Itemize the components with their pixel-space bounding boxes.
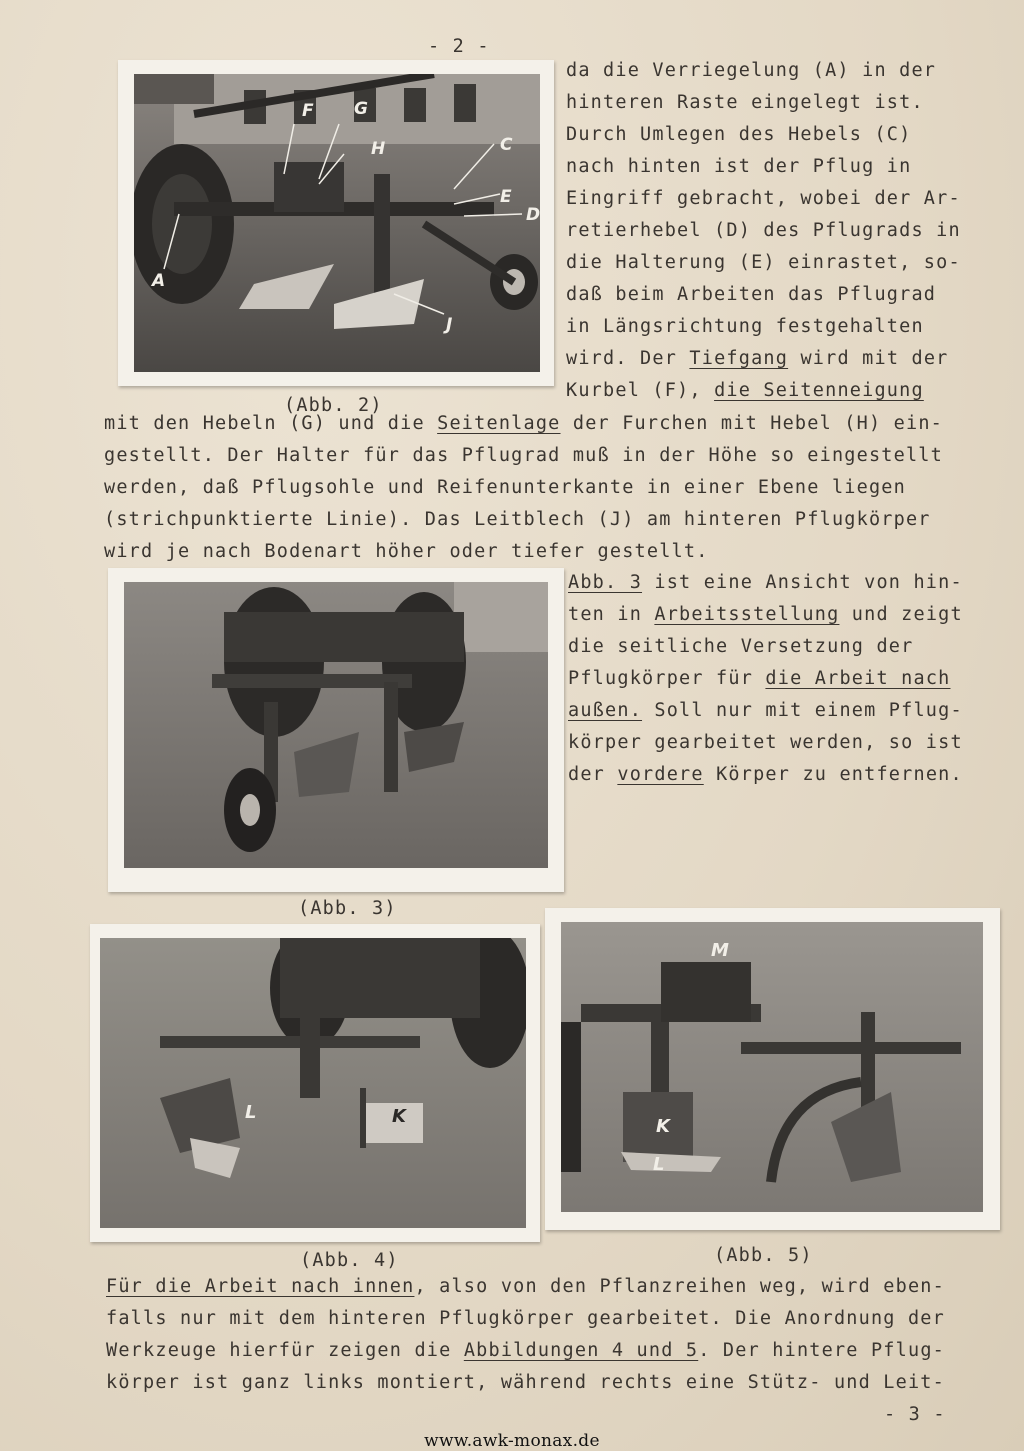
text-line <box>106 1278 945 1297</box>
text-line: Eingriff gebracht, wobei der Ar- <box>566 188 961 209</box>
label-F: F <box>302 101 314 121</box>
text-line <box>566 382 924 401</box>
text-line: werden, daß Pflugsohle und Reifenunterkante in einer Ebene liegen <box>104 477 906 498</box>
text-line: da die Verriegelung (A) in der <box>566 60 937 81</box>
label-H: H <box>371 139 386 159</box>
text-line <box>106 1342 945 1361</box>
label-G: G <box>354 99 368 119</box>
plough-photo-5 <box>561 922 983 1212</box>
website-watermark: www.awk-monax.de <box>424 1431 600 1451</box>
text-line <box>568 766 963 785</box>
text-span: Körper zu entfernen. <box>703 764 963 785</box>
label-E: E <box>500 187 512 207</box>
label-D: D <box>526 205 540 225</box>
text-span: Soll nur mit einem Pflug- <box>642 700 963 721</box>
text-line <box>568 702 963 721</box>
plough-photo-4 <box>100 938 526 1228</box>
plough-photo-2 <box>134 74 540 372</box>
text-span: der <box>568 764 618 785</box>
plough-photo-3 <box>124 582 548 868</box>
photo-abb-2 <box>118 60 554 386</box>
text-span: , also von den Pflanzreihen weg, wird eben- <box>414 1276 945 1297</box>
underlined-term: Für die Arbeit nach innen <box>106 1276 415 1297</box>
text-line: daß beim Arbeiten das Pflugrad <box>566 284 937 305</box>
photo-abb-4 <box>90 924 540 1242</box>
underlined-term: Abbildungen 4 und 5 <box>463 1340 699 1361</box>
underlined-term: die Seitenneigung <box>714 380 924 401</box>
photo-abb-3 <box>108 568 564 892</box>
text-line: gestellt. Der Halter für das Pflugrad muß in der Höhe so eingestellt <box>104 445 943 466</box>
text-span: Werkzeuge hierfür zeigen die <box>106 1340 464 1361</box>
label-L: L <box>245 1102 257 1123</box>
label-K: K <box>656 1116 670 1137</box>
text-line <box>104 415 943 434</box>
underlined-term: Seitenlage <box>437 413 561 434</box>
text-line: Durch Umlegen des Hebels (C) <box>566 124 912 145</box>
text-span: und zeigt <box>839 604 963 625</box>
text-line <box>568 606 963 625</box>
label-M: M <box>711 940 729 961</box>
caption-abb-2: (Abb. 2) <box>284 395 383 416</box>
text-line <box>566 350 949 369</box>
text-line: körper gearbeitet werden, so ist <box>568 732 963 753</box>
text-line <box>568 670 951 689</box>
underlined-term: Arbeitsstellung <box>654 604 840 625</box>
text-line: nach hinten ist der Pflug in <box>566 156 912 177</box>
text-line: wird je nach Bodenart höher oder tiefer gestellt. <box>104 541 709 562</box>
underlined-term: Abb. 3 <box>568 572 643 593</box>
text-line: retierhebel (D) des Pflugrads in <box>566 220 961 241</box>
text-span: wird mit der <box>788 348 949 369</box>
text-span: . Der hintere Pflug- <box>698 1340 945 1361</box>
photo-abb-5 <box>545 908 1000 1230</box>
text-line: die seitliche Versetzung der <box>568 636 914 657</box>
text-line <box>568 574 963 593</box>
caption-abb-3: (Abb. 3) <box>298 898 397 919</box>
underlined-term: Tiefgang <box>689 348 789 369</box>
page-number-top: - 2 - <box>428 36 490 57</box>
text-line: die Halterung (E) einrastet, so- <box>566 252 961 273</box>
text-span: mit den Hebeln (G) und die <box>104 413 438 434</box>
text-span: wird. Der <box>566 348 690 369</box>
text-line: in Längsrichtung festgehalten <box>566 316 924 337</box>
text-line: hinteren Raste eingelegt ist. <box>566 92 924 113</box>
text-span: ten in <box>568 604 655 625</box>
underlined-term: vordere <box>617 764 704 785</box>
text-line: (strichpunktierte Linie). Das Leitblech (J) am hinteren Pflugkörper <box>104 509 931 530</box>
text-span: Pflugkörper für <box>568 668 766 689</box>
label-A: A <box>152 271 166 291</box>
label-K: K <box>392 1106 406 1127</box>
label-L: L <box>653 1154 665 1175</box>
caption-abb-4: (Abb. 4) <box>300 1250 399 1271</box>
text-span: ist eine Ansicht von hin- <box>642 572 963 593</box>
underlined-term: außen. <box>568 700 643 721</box>
label-J: J <box>446 315 453 335</box>
text-span: der Furchen mit Hebel (H) ein- <box>560 413 943 434</box>
underlined-term: die Arbeit nach <box>765 668 951 689</box>
caption-abb-5: (Abb. 5) <box>714 1245 813 1266</box>
page-number-bottom: - 3 - <box>884 1404 946 1425</box>
text-line: körper ist ganz links montiert, während rechts eine Stütz- und Leit- <box>106 1372 945 1393</box>
label-C: C <box>500 135 513 155</box>
text-line: falls nur mit dem hinteren Pflugkörper gearbeitet. Die Anordnung der <box>106 1308 945 1329</box>
text-span: Kurbel (F), <box>566 380 715 401</box>
